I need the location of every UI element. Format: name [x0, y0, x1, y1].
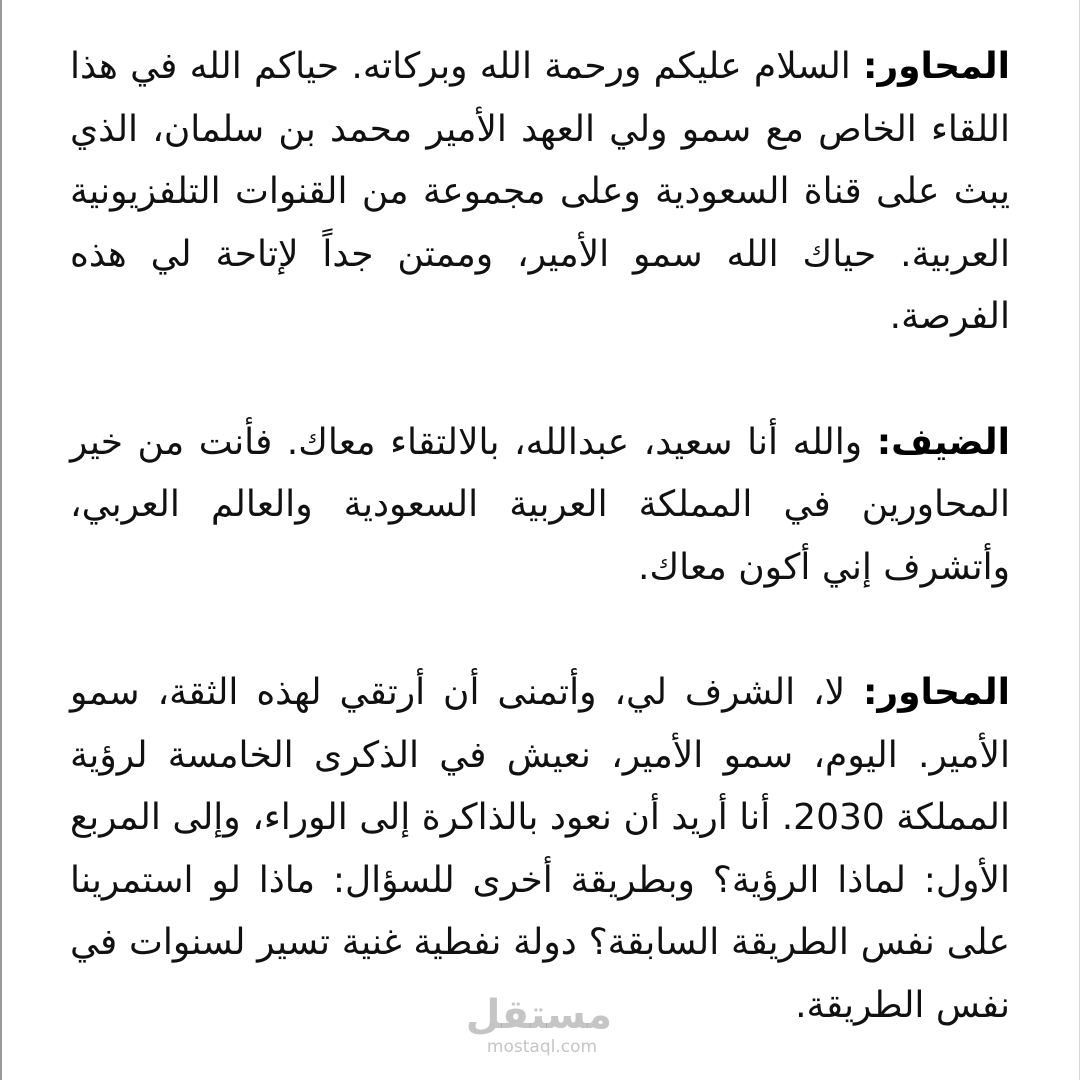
speaker-label-guest: الضيف:: [876, 421, 1010, 463]
transcript-document: [70, 36, 1010, 1037]
dialogue-text: السلام عليكم ورحمة الله وبركاته. حياكم الله في هذا اللقاء الخاص مع سمو ولي العهد الأمير محمد بن سلمان، الذي يبث على قناة السعودية وعلى مجموعة من القنوات التلفزيونية العربية. حياك الله سمو الأمير، وممتن جداً لإتاحة لي هذه الفرصة.: [70, 46, 1010, 337]
dialogue-text: لا، الشرف لي، وأتمنى أن أرتقي لهذه الثقة، سمو الأمير. اليوم، سمو الأمير، نعيش في الذكرى الخامسة لرؤية المملكة 2030. أنا أريد أن نعود بالذاكرة إلى الوراء، وإلى المربع الأول: لماذا الرؤية؟ وبطريقة أخرى للسؤال: ماذا لو استمرينا على نفس الطريقة السابقة؟ دولة نفطية غنية تسير لسنوات في نفس الطريقة.: [70, 672, 1011, 1026]
page-left-border: [0, 0, 2, 1080]
dialogue-paragraph-interviewer-2: [70, 662, 1010, 1037]
dialogue-paragraph-guest: [70, 412, 1010, 600]
dialogue-paragraph-interviewer-1: [70, 36, 1010, 349]
dialogue-text: والله أنا سعيد، عبدالله، بالالتقاء معاك. فأنت من خير المحاورين في المملكة العربية السعودية والعالم العربي، وأتشرف إني أكون معاك.: [70, 421, 1010, 588]
speaker-label-interviewer: المحاور:: [863, 672, 1010, 713]
watermark-brand-text: مستقل: [465, 992, 612, 1038]
speaker-label-interviewer: المحاور:: [863, 46, 1010, 87]
watermark-url-text: mostaql.com: [486, 1037, 598, 1057]
